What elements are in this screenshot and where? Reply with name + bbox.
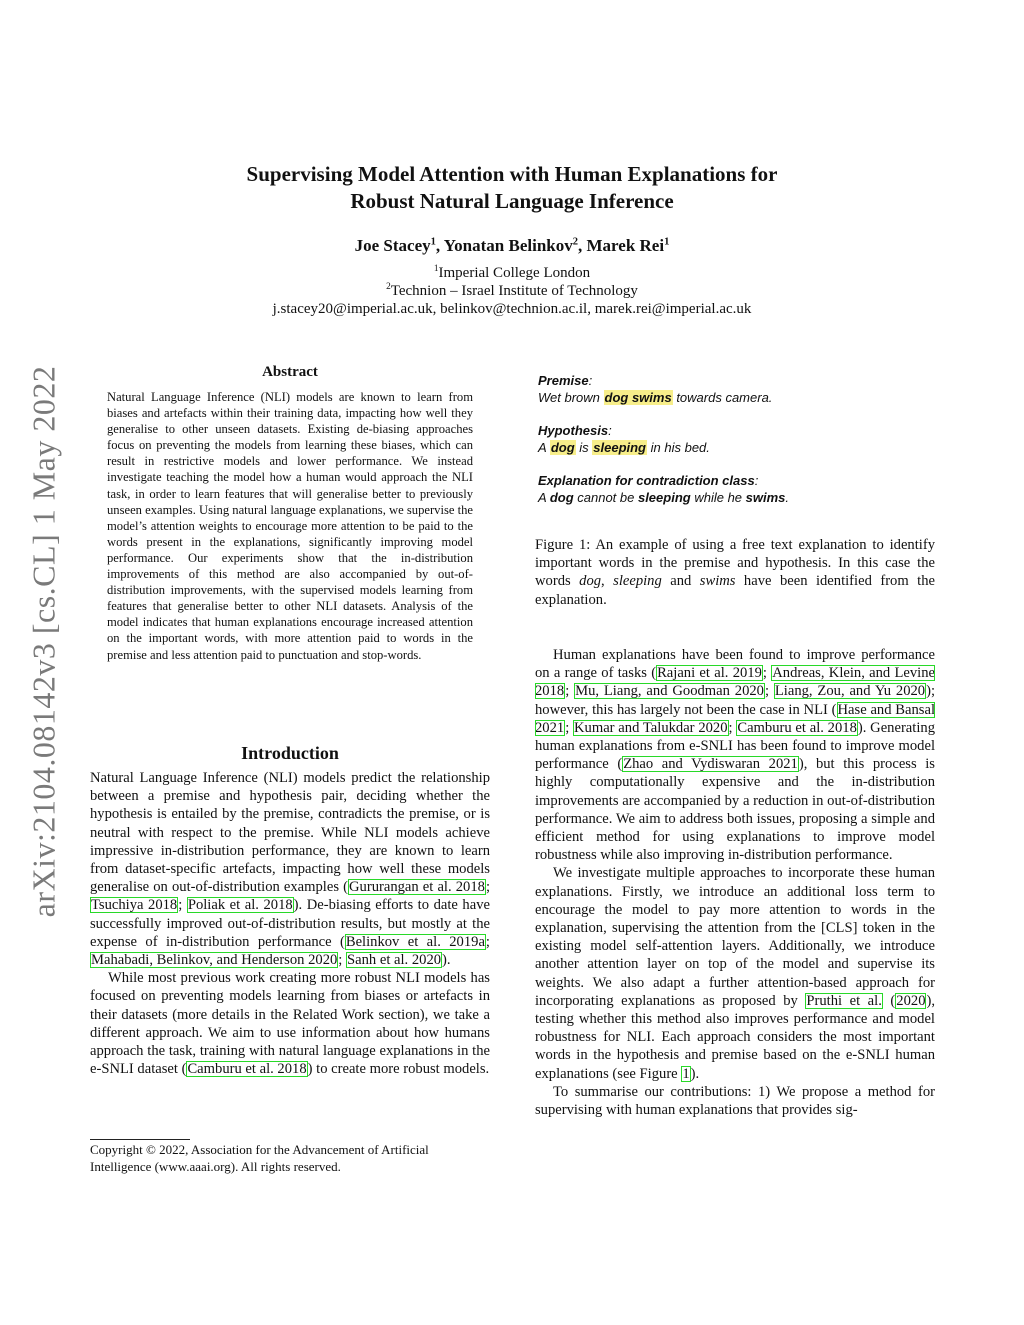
explanation-label: Explanation for contradiction class: [538, 473, 755, 488]
author-emails: j.stacey20@imperial.ac.uk, belinkov@technion.ac.il, marek.rei@imperial.ac.uk: [272, 301, 752, 317]
citation-link[interactable]: Andreas, Klein, and Levine 2018: [535, 665, 935, 700]
citation-link[interactable]: Camburu et al. 2018: [187, 1061, 307, 1078]
citation-link[interactable]: Pruthi et al.: [806, 992, 882, 1009]
citation-link[interactable]: Kumar and Talukdar 2020: [574, 719, 728, 736]
highlighted-words: sleeping: [593, 439, 647, 455]
citation-link[interactable]: Tsuchiya 2018: [91, 897, 178, 914]
right-paragraph-3: To summarise our contributions: 1) We propose a method for supervising with human explanations that provides sig-: [535, 1083, 935, 1119]
arxiv-identifier: arXiv:2104.08142v3 [cs.CL] 1 May 2022: [25, 365, 62, 918]
citation-link[interactable]: Poliak et al. 2018: [187, 897, 293, 914]
intro-paragraph-2: While most previous work creating more robust NLI models has focused on preventing models learning from biases or artefacts in their datasets (more details in the Related Work section), we take a different approach. We aim to use information about how humans approach the task, training with natural language explanations in the e-SNLI dataset (Camburu et al. 2018) to create more robust models.: [90, 970, 490, 1078]
hypothesis-block: Hypothesis: A dog is sleeping in his bed.: [538, 423, 710, 455]
copyright-notice: Copyright © 2022, Association for the Advancement of Artificial Intelligence (www.aaai.org). All rights reserved.: [90, 1142, 429, 1174]
citation-link[interactable]: Liang, Zou, and Yu 2020: [774, 683, 926, 700]
affiliation-1: $^1$Imperial College London: [433, 264, 591, 281]
author-list: Joe Stacey$^1$, Yonatan Belinkov$^2$, Marek Rei$^1$: [354, 236, 670, 255]
premise-label: Premise: [538, 373, 589, 388]
citation-link[interactable]: Mahabadi, Belinkov, and Henderson 2020: [91, 952, 338, 969]
highlighted-words: dog: [550, 439, 575, 455]
introduction-heading: Introduction: [241, 743, 339, 763]
citation-link[interactable]: Mu, Liang, and Goodman 2020: [575, 683, 764, 700]
right-paragraph-1: Human explanations have been found to improve performance on a range of tasks (Rajani et al. 2019; Andreas, Klein, and Levine 2018; Mu, Liang, and Goodman 2020; Liang, Zou, and Yu 2020); however, this has largely not been the case in NLI (Hase and Bansal 2021; Kumar and Talukdar 2020; Camburu et al. 2018). Generating human explanations from e-SNLI has been found to improve model performance (Zhao and Vydiswaran 2021), but this process is highly computationally expensive and the in-distribution improvements are accompanied by a reduction in out-of-distribution performance. We aim to address both issues, proposing a simple and efficient method for using explanations to improve model robustness while also improving in-distribution performance.: [535, 647, 936, 864]
citation-link[interactable]: 2020: [896, 992, 926, 1009]
introduction-body: [90, 769, 490, 1078]
citation-link[interactable]: Camburu et al. 2018: [737, 719, 857, 736]
intro-paragraph-1: Natural Language Inference (NLI) models predict the relationship between a premise and hypothesis pair, deciding whether the hypothesis is entailed by the premise, contradicts the premise, or is neutral with respect to the premise. While NLI models achieve impressive in-distribution performance, they are known to learn from dataset-specific artefacts, impacting how well these models generalise on out-of-distribution examples (Gururangan et al. 2018; Tsuchiya 2018; Poliak et al. 2018). De-biasing efforts to date have successfully improved out-of-distribution results, but mostly at the expense of in-distribution performance (Belinkov et al. 2019a; Mahabadi, Belinkov, and Henderson 2020; Sanh et al. 2020).: [90, 770, 490, 969]
highlighted-words: dog swims: [604, 389, 672, 405]
citation-link[interactable]: Gururangan et al. 2018: [349, 879, 485, 896]
figure-reference-link[interactable]: 1: [682, 1065, 690, 1082]
figure-1-caption: Figure 1: An example of using a free text explanation to identify important words in the premise and hypothesis. In this case the words dog, sleeping and swims have been identified from the explanation.: [535, 537, 935, 608]
citation-link[interactable]: Sanh et al. 2020: [347, 952, 442, 969]
premise-block: Premise: Wet brown dog swims towards camera.: [538, 373, 773, 405]
explanation-block: Explanation for contradiction class: A dog cannot be sleeping while he swims.: [538, 473, 790, 505]
abstract-text: Natural Language Inference (NLI) models are known to learn from biases and artefacts within their training data, impacting how well they generalise to other unseen datasets. Existing de-biasing approaches focus on preventing the models from learning these biases, which can result in restrictive models and lower performance. We instead investigate teaching the model how a human would approach the NLI task, in order to learn features that will generalise better to previously unseen examples. Using natural language explanations, we supervise the model’s attention weights to encourage more attention to be paid to the words present in the explanations, significantly improving model performance. Our experiments show that the in-distribution improvements of this method are also accompanied by out-of-distribution improvements, with the supervised models learning from features that generalise better to other NLI datasets. Analysis of the model indicates that human explanations encourage increased attention on the important words, with more attention paid to words in the premise and less attention paid to punctuation and stop-words.: [107, 390, 473, 662]
abstract-heading: Abstract: [262, 364, 318, 380]
citation-link[interactable]: Hase and Bansal 2021: [535, 701, 936, 736]
affiliation-2: $^2$Technion – Israel Institute of Technology: [386, 282, 638, 299]
right-column-body: [535, 646, 935, 1119]
paper-title: Supervising Model Attention with Human Explanations for Robust Natural Language Inference: [246, 162, 778, 213]
citation-link[interactable]: Belinkov et al. 2019a: [345, 933, 485, 950]
right-paragraph-2: We investigate multiple approaches to incorporate these human explanations. Firstly, we introduce an additional loss term to encourage the model to pay more attention to words in the explanation, supervising the attention from the [CLS] token in the existing model self-attention layers. Additionally, we introduce another attention layer on top of the model and supervise its weights. We also adapt a further attention-based approach for incorporating explanations as proposed by Pruthi et al. (2020), testing whether this method also improves performance and model robustness for NLI. Each approach considers the most important words in the hypothesis and premise based on the e-SNLI human explanations (see Figure 1).: [535, 865, 935, 1082]
affiliations: [150, 264, 874, 318]
hypothesis-label: Hypothesis: [538, 423, 609, 438]
figure-1-example: [538, 373, 938, 523]
citation-link[interactable]: Rajani et al. 2019: [657, 665, 762, 682]
citation-link[interactable]: Zhao and Vydiswaran 2021: [623, 756, 798, 773]
